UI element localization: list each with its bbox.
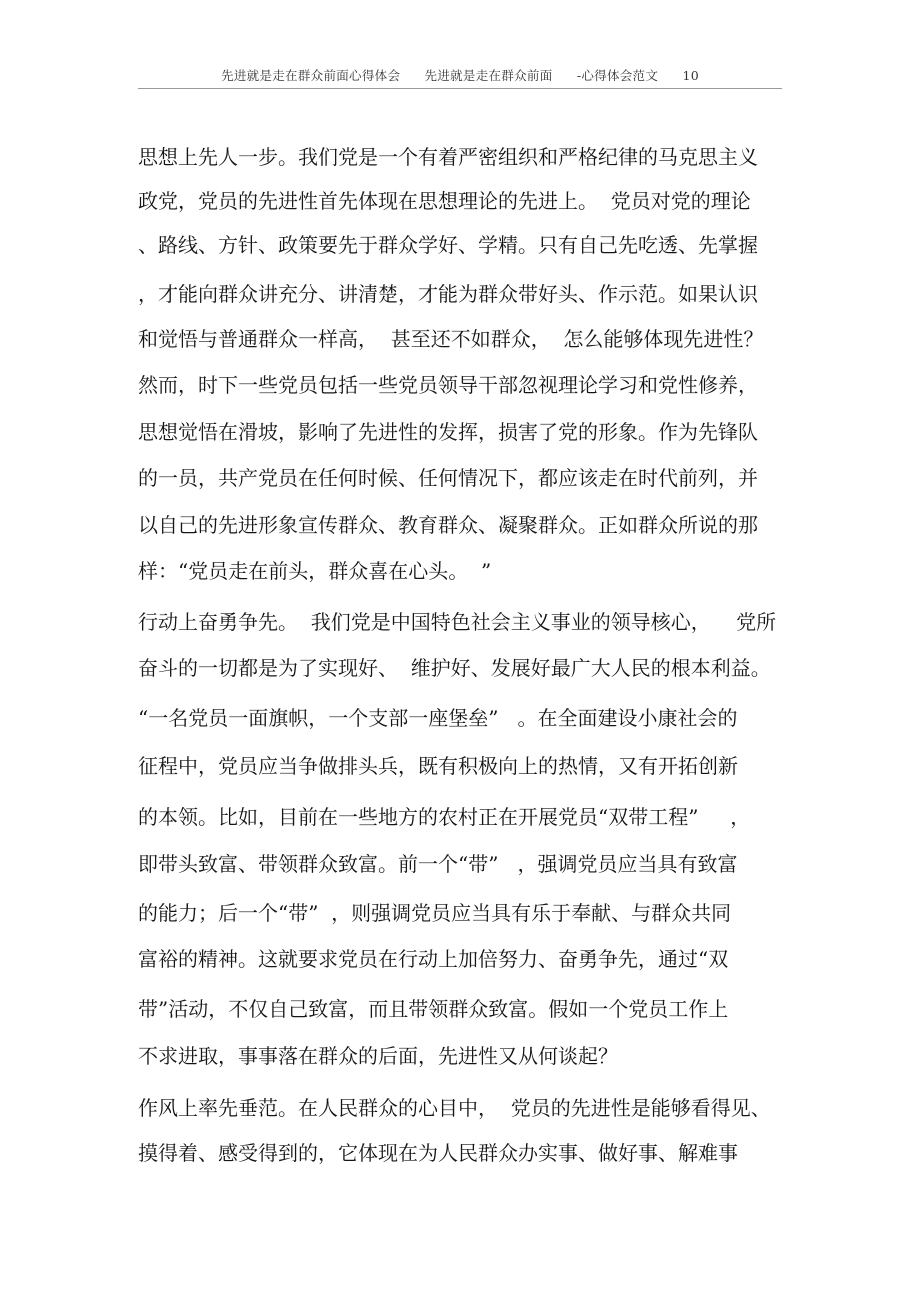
text-line: 思想上先人一步。我们党是一个有着严密组织和严格纪律的马克思主义 — [138, 145, 758, 169]
text-line: 思想觉悟在滑坡，影响了先进性的发挥，损害了党的形象。作为先锋队 — [138, 420, 758, 444]
page-number: 10 — [682, 68, 699, 83]
text-line: 样：“党员走在前头，群众喜在心头。 ” — [138, 559, 492, 583]
text-line: ，才能向群众讲充分、讲清楚，才能为群众带好头、作示范。如果认识 — [138, 282, 758, 306]
text-line: 富裕的精神。这就要求党员在行动上加倍努力、奋勇争先，通过“双 — [138, 947, 729, 971]
text-line: 摸得着、感受得到的，它体现在为人民群众办实事、做好事、解难事 — [138, 1141, 738, 1165]
text-line: 征程中，党员应当争做排头兵，既有积极向上的热情，又有开拓创新 — [138, 754, 738, 778]
text-line: 奋斗的一切都是为了实现好、 维护好、发展好最广大人民的根本利益。 — [138, 656, 771, 680]
text-line: 不求进取，事事落在群众的后面，先进性又从何谈起？ — [138, 1044, 618, 1068]
header-category: -心得体会范文 — [576, 68, 659, 83]
header-subtitle: 先进就是走在群众前面 — [424, 68, 553, 83]
text-line: 的本领。比如，目前在一些地方的农村正在开展党员“双带工程” ， — [138, 805, 751, 829]
page-header — [138, 66, 782, 84]
text-line: 带”活动，不仅自己致富，而且带领群众致富。假如一个党员工作上 — [138, 997, 729, 1021]
text-line: 政党，党员的先进性首先体现在思想理论的先进上。 党员对党的理论 — [138, 189, 751, 213]
text-line: 和觉悟与普通群众一样高， 甚至还不如群众， 怎么能够体现先进性？ — [138, 327, 764, 351]
text-line: 的能力；后一个“带” ，则强调党员应当具有乐于奉献、与群众共同 — [138, 901, 732, 925]
text-line: 以自己的先进形象宣传群众、教育群众、凝聚群众。正如群众所说的那 — [138, 513, 758, 537]
text-line: 然而，时下一些党员包括一些党员领导干部忽视理论学习和党性修养， — [138, 373, 758, 397]
text-line: 作风上率先垂范。在人民群众的心目中， 党员的先进性是能够看得见、 — [138, 1096, 771, 1120]
header-title: 先进就是走在群众前面心得体会 — [221, 68, 401, 83]
text-line: 的一员，共产党员在任何时候、任何情况下，都应该走在时代前列，并 — [138, 466, 758, 490]
header-rule — [138, 88, 782, 89]
text-line: 行动上奋勇争先。 我们党是中国特色社会主义事业的领导核心， 党所 — [138, 610, 777, 634]
text-line: “一名党员一面旗帜，一个支部一座堡垒” 。在全面建设小康社会的 — [138, 706, 738, 730]
text-line: 即带头致富、带领群众致富。前一个“带” ，强调党员应当具有致富 — [138, 852, 738, 876]
text-line: 、路线、方针、政策要先于群众学好、学精。只有自己先吃透、先掌握 — [138, 233, 758, 257]
